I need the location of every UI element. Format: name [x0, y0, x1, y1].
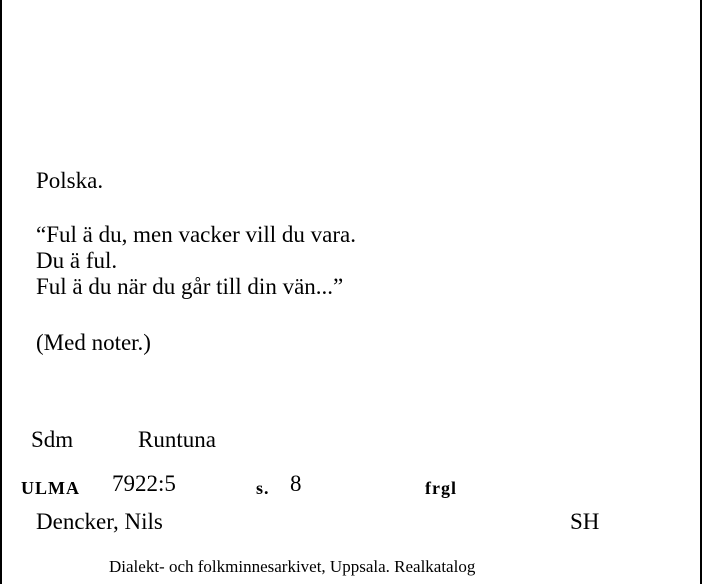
- card-right-border: [700, 0, 702, 584]
- collector-name: Dencker, Nils: [36, 509, 163, 534]
- landskap: Sdm: [31, 427, 74, 452]
- archive-label: ULMA: [21, 478, 80, 498]
- page-label: s.: [256, 478, 270, 498]
- page-number: 8: [290, 471, 302, 496]
- archive-number: 7922:5: [112, 471, 176, 496]
- footer-text: Dialekt- och folkminnesarkivet, Uppsala. Realkatalog: [109, 557, 476, 576]
- verse-line-2: Du ä ful.: [36, 248, 118, 273]
- category-code: frgl: [425, 478, 457, 498]
- verse-line-1: “Ful ä du, men vacker vill du vara.: [36, 222, 356, 247]
- card-title: Polska.: [36, 168, 104, 193]
- socken: Runtuna: [138, 427, 216, 452]
- note-text: (Med noter.): [36, 330, 151, 355]
- verse-line-3: Ful ä du när du går till din vän...”: [36, 274, 344, 299]
- initials: SH: [570, 509, 600, 534]
- card-left-border: [0, 0, 2, 584]
